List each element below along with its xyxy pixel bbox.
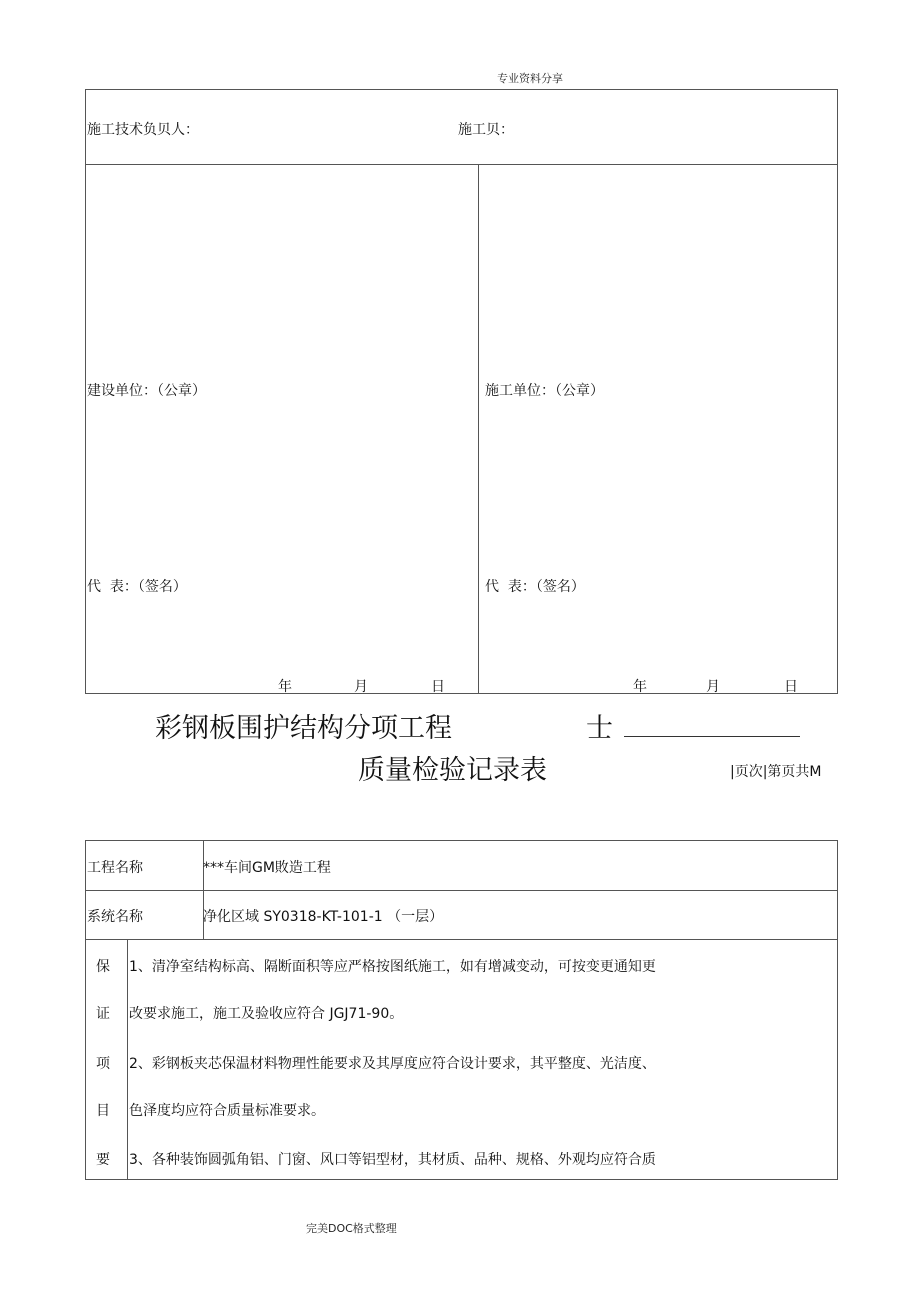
- system-name-label: 系统名称: [87, 909, 143, 925]
- requirement-line: 2、彩钢板夹芯保温材料物理性能要求及其厚度应符合设计要求，其平整度、光洁度、: [129, 1056, 656, 1072]
- left-date-month: 月: [354, 679, 368, 695]
- side-char: 项: [96, 1056, 110, 1072]
- left-date-year: 年: [278, 679, 292, 695]
- signature-table-divider: [478, 164, 479, 694]
- side-char: 证: [96, 1006, 110, 1022]
- project-name-value: ***车间GM敗造工程: [203, 860, 331, 876]
- side-char: 目: [96, 1103, 110, 1119]
- side-char: 保: [96, 959, 110, 975]
- left-date-day: 日: [431, 679, 445, 695]
- side-char: 要: [96, 1152, 110, 1168]
- project-name-label: 工程名称: [87, 860, 143, 876]
- worker-label: 施工贝：: [458, 122, 514, 138]
- right-date-month: 月: [706, 679, 720, 695]
- builder-unit-label: 建设单位：（公章）: [87, 383, 206, 399]
- page-header: 专业资料分享: [497, 72, 563, 85]
- form-title-line1: 彩钢板围护结构分项工程: [155, 713, 452, 744]
- requirement-line: 改要求施工，施工及验收应符合 JGJ71-90。: [129, 1006, 404, 1022]
- page-footer: 完美DOC格式整理: [306, 1222, 397, 1235]
- page-info: |页次|第页共M: [730, 764, 822, 780]
- form-title-line2: 质量检验记录表: [358, 755, 547, 786]
- record-table-row-line-2: [86, 939, 837, 940]
- requirement-line: 色泽度均应符合质量标准要求。: [129, 1103, 325, 1119]
- title-mark: 士: [586, 713, 613, 744]
- record-table-row-line-1: [86, 890, 837, 891]
- system-name-value: 净化区域 SY0318-KT-101-1 （一层）: [203, 909, 444, 925]
- right-date-day: 日: [784, 679, 798, 695]
- representative-left-label: 代 表：（签名）: [87, 579, 187, 595]
- right-date-year: 年: [633, 679, 647, 695]
- requirement-line: 3、各种装饰圆弧角铝、门窗、风口等铝型材，其材质、品种、规格、外观均应符合质: [129, 1152, 656, 1168]
- tech-lead-label: 施工技术负贝人：: [87, 122, 199, 138]
- record-table-col-line-2: [127, 939, 128, 1180]
- construction-unit-label: 施工单位：（公章）: [485, 383, 604, 399]
- requirement-line: 1、清净室结构标高、隔断面积等应严格按图纸施工，如有增减变动，可按变更通知更: [129, 959, 656, 975]
- title-blank-line: [624, 736, 800, 737]
- representative-right-label: 代 表：（签名）: [485, 579, 585, 595]
